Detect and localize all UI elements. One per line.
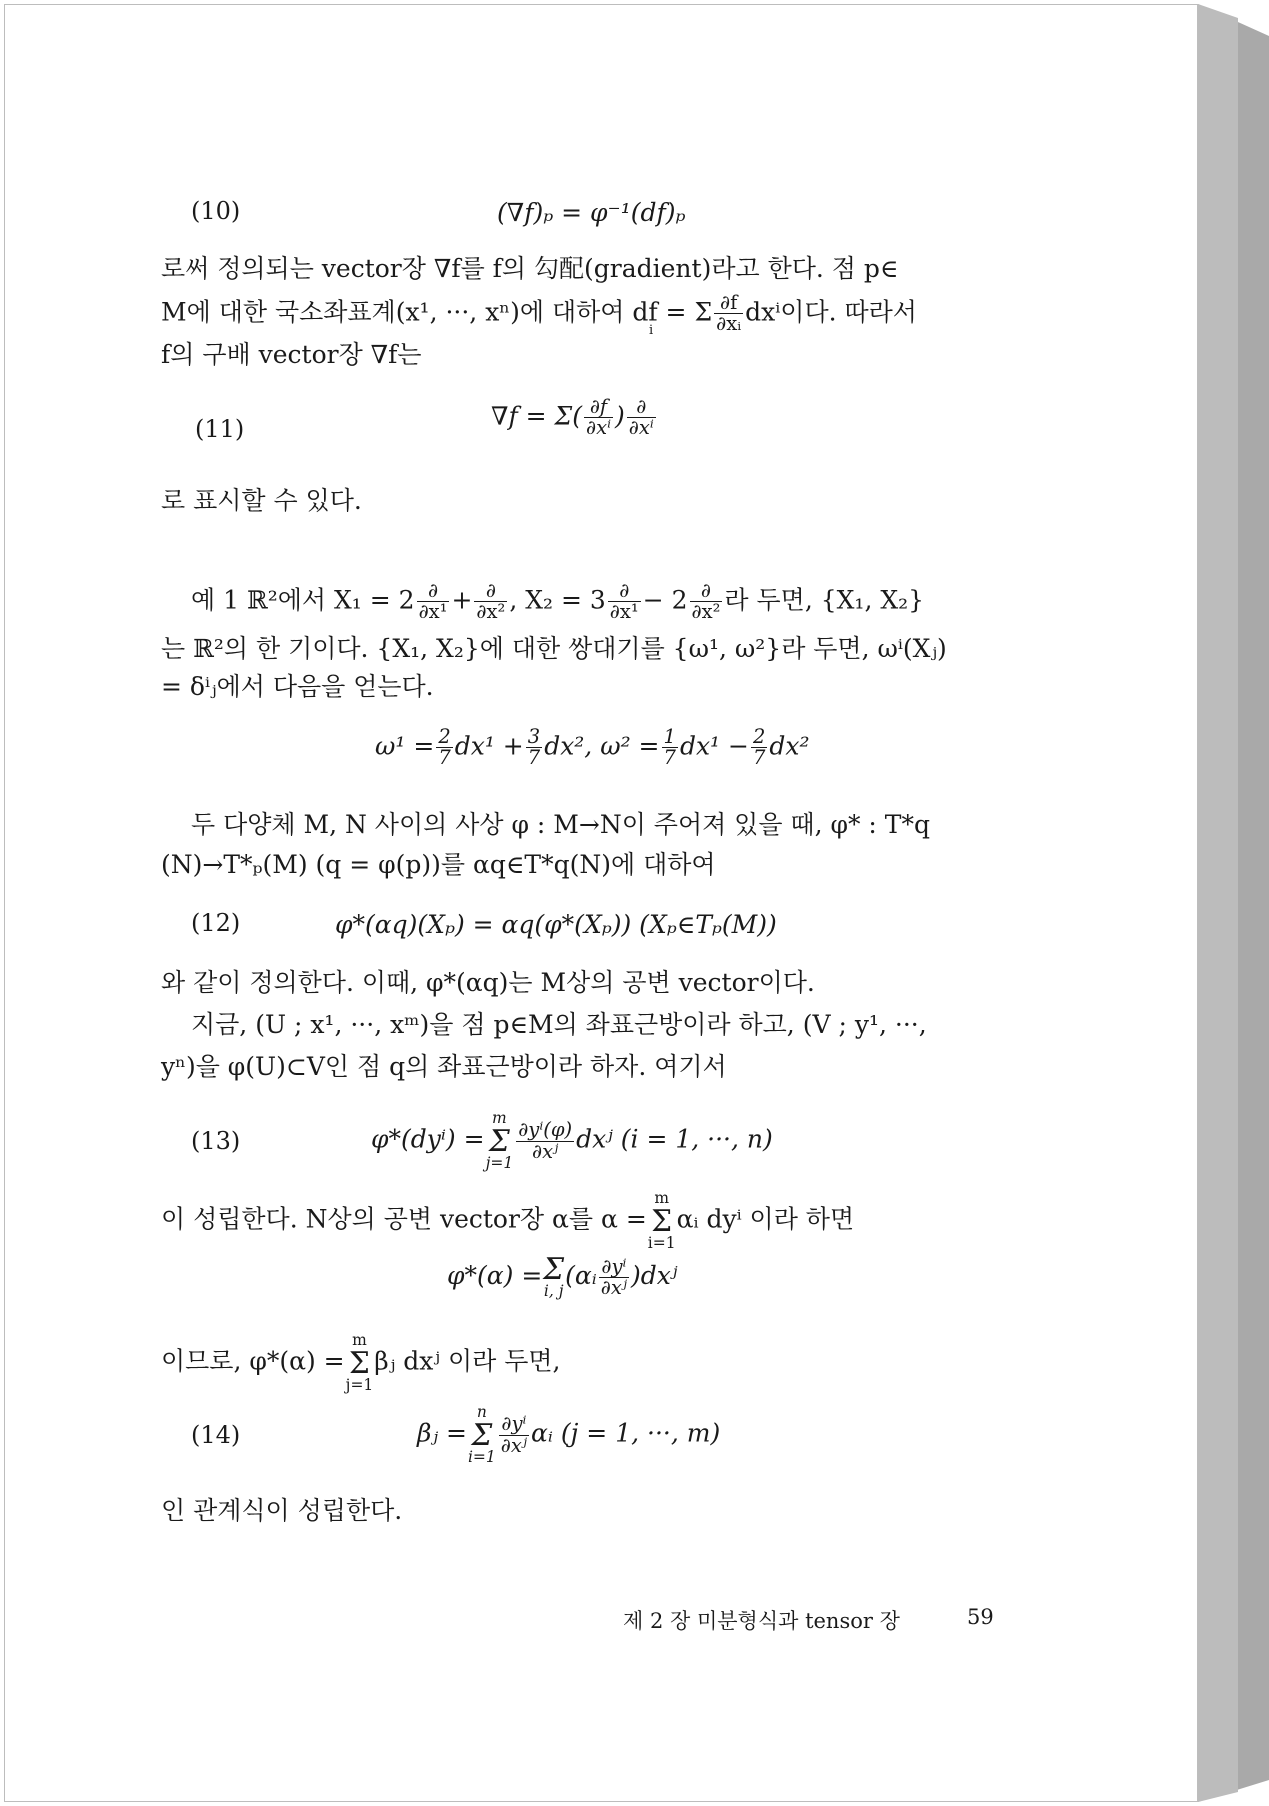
- sum-lower-limit: i=1: [647, 1233, 676, 1252]
- summation-sign: [486, 1111, 514, 1171]
- paragraph-1-line-3: f의 구배 vector장 ∇f는: [161, 340, 422, 369]
- fraction-numerator: ∂: [608, 581, 641, 602]
- text-segment: dxʲ (i = 1, ···, n): [576, 1124, 773, 1154]
- text-segment: 이므로, φ*(α) =: [161, 1346, 345, 1376]
- fraction-denominator: ∂x¹: [609, 600, 639, 624]
- equation-number-11: (11): [195, 415, 245, 443]
- fraction-denominator: ∂xᵢ: [716, 312, 742, 336]
- paragraph-1-line-1: 로써 정의되는 vector장 ∇f를 f의 勾配(gradient)라고 한다. 점 p∈: [161, 254, 899, 283]
- fraction-numerator: ∂: [417, 581, 450, 602]
- summation-sign: [346, 1333, 374, 1393]
- text-segment: φ*(dyⁱ) =: [371, 1124, 485, 1154]
- fraction-numerator: 1: [663, 725, 676, 748]
- fraction-denominator: ∂xⁱ: [585, 416, 611, 440]
- text-segment: , X₂ = 3: [509, 585, 606, 615]
- text-segment: − 2: [642, 585, 688, 615]
- fraction-numerator: 2: [752, 725, 766, 748]
- text-segment: dx¹ −: [679, 731, 749, 761]
- sum-lower-limit: j=1: [345, 1375, 374, 1394]
- text-segment: ): [615, 401, 625, 431]
- fraction: [474, 581, 507, 623]
- equation-11: [491, 397, 658, 439]
- text-segment: ω¹ =: [375, 731, 435, 761]
- sigma-symbol: Σ: [471, 1417, 493, 1452]
- sigma-symbol: Σ: [488, 1123, 510, 1158]
- fraction-numerator: ∂f: [584, 397, 613, 418]
- fraction-denominator: 7: [752, 746, 766, 770]
- fraction: [751, 727, 767, 769]
- fraction-denominator: 7: [663, 746, 676, 770]
- fraction: [499, 1414, 529, 1456]
- text-segment: βⱼ dxʲ 이라 두면,: [374, 1346, 561, 1376]
- fraction-numerator: ∂: [690, 581, 723, 602]
- fraction: [436, 727, 452, 769]
- text-segment: dx², ω² =: [544, 731, 660, 761]
- sum-subscript: i: [649, 323, 654, 338]
- sum-lower-limit: i=1: [467, 1447, 496, 1466]
- text-segment: )dxʲ: [631, 1260, 678, 1290]
- sigma-symbol: Σ: [651, 1203, 673, 1238]
- omega-equation: [375, 727, 810, 769]
- fraction: [608, 581, 641, 623]
- fraction: [417, 581, 450, 623]
- fraction-numerator: ∂yⁱ: [599, 1257, 629, 1278]
- summation-sign: [648, 1191, 676, 1251]
- sigma-symbol: Σ: [349, 1345, 370, 1380]
- text-segment: φ*(α) =: [447, 1260, 543, 1290]
- text-segment: βⱼ =: [417, 1418, 467, 1448]
- fraction: [714, 293, 743, 335]
- fraction-denominator: ∂xʲ: [532, 1139, 559, 1163]
- fraction: [690, 581, 723, 623]
- fraction-denominator: ∂xʲ: [500, 1433, 527, 1457]
- fraction: [599, 1254, 629, 1299]
- text-segment: αᵢ (j = 1, ···, m): [531, 1418, 721, 1448]
- paragraph-2: 로 표시할 수 있다.: [161, 486, 362, 515]
- example-1-line-1: [191, 581, 924, 623]
- paragraph-3-line-1: 두 다양체 M, N 사이의 사상 φ : M→N이 주어져 있을 때, φ* : T*q: [191, 810, 930, 839]
- phi-alpha-equation: [447, 1252, 678, 1301]
- text-segment: dx²: [769, 731, 810, 761]
- text-segment: +: [451, 585, 473, 615]
- fraction: [627, 397, 656, 439]
- fraction-numerator: ∂f: [714, 293, 743, 314]
- text-segment: dxⁱ이다. 따라서: [745, 297, 917, 327]
- fraction-numerator: ∂: [627, 397, 656, 418]
- fraction: [526, 727, 542, 769]
- sigma-symbol: Σ: [543, 1252, 565, 1286]
- fraction: [662, 727, 678, 769]
- running-footer-chapter: 제 2 장 미분형식과 tensor 장: [623, 1609, 900, 1633]
- sum-upper-limit: m: [352, 1331, 367, 1349]
- text-segment: M에 대한 국소좌표계(x¹, ···, xⁿ)에 대하여 df = Σ: [161, 297, 713, 327]
- fraction-denominator: 7: [527, 746, 541, 770]
- equation-number-14: (14): [191, 1421, 241, 1449]
- book-page: [4, 4, 1198, 1802]
- fraction-denominator: 7: [438, 746, 451, 770]
- equation-14: [417, 1405, 720, 1465]
- fraction-denominator: ∂x¹: [418, 600, 448, 624]
- text-segment: 이 성립한다. N상의 공변 vector장 α를 α =: [161, 1204, 647, 1234]
- sum-upper-limit: n: [476, 1403, 487, 1421]
- fraction: [584, 397, 613, 439]
- text-segment: αᵢ dyⁱ 이라 하면: [676, 1204, 855, 1234]
- paragraph-7: 인 관계식이 성립한다.: [161, 1496, 403, 1525]
- equation-number-13: (13): [191, 1127, 241, 1155]
- fraction-denominator: ∂xʲ: [600, 1275, 628, 1299]
- paragraph-6: [161, 1333, 560, 1393]
- page-number: 59: [967, 1605, 994, 1629]
- paragraph-4-line-2: 지금, (U ; x¹, ···, xᵐ)을 점 p∈M의 좌표근방이라 하고, (V ; y¹, ···,: [191, 1010, 927, 1039]
- sum-upper-limit: m: [654, 1189, 670, 1207]
- fraction-denominator: ∂x²: [691, 600, 721, 624]
- text-segment: dx¹ +: [454, 731, 524, 761]
- fraction: [516, 1120, 574, 1162]
- fraction-numerator: 2: [438, 725, 451, 748]
- text-segment: 예 1 ℝ²에서 X₁ = 2: [191, 585, 415, 615]
- fraction-denominator: ∂x²: [476, 600, 506, 624]
- example-1-line-3: = δⁱⱼ에서 다음을 얻는다.: [161, 672, 434, 701]
- summation-sign: [543, 1252, 565, 1301]
- fraction-numerator: 3: [527, 725, 541, 748]
- example-1-line-2: 는 ℝ²의 한 기이다. {X₁, X₂}에 대한 쌍대기를 {ω¹, ω²}라 두면, ωⁱ(Xⱼ): [161, 634, 947, 663]
- fraction-numerator: ∂yⁱ(φ): [518, 1118, 573, 1142]
- page-edge-shadow: [1198, 0, 1269, 1806]
- paragraph-4-line-1: 와 같이 정의한다. 이때, φ*(αq)는 M상의 공변 vector이다.: [161, 968, 815, 997]
- text-segment: 라 두면, {X₁, X₂}: [724, 585, 925, 615]
- sum-lower-limit: j=1: [485, 1153, 514, 1172]
- paragraph-5: [161, 1191, 854, 1251]
- equation-12: φ*(αq)(Xₚ) = αq(φ*(Xₚ)) (Xₚ∈Tₚ(M)): [335, 910, 777, 939]
- fraction-denominator: ∂xⁱ: [628, 416, 654, 440]
- equation-number-10: (10): [191, 197, 241, 225]
- sum-upper-limit: m: [492, 1109, 507, 1127]
- text-segment: ∇f = Σ(: [491, 401, 582, 431]
- equation-10: (∇f)ₚ = φ⁻¹(df)ₚ: [497, 198, 686, 227]
- equation-number-12: (12): [191, 909, 241, 937]
- paragraph-3-line-2: (N)→T*ₚ(M) (q = φ(p))를 αq∈T*q(N)에 대하여: [161, 850, 716, 879]
- paragraph-4-line-3: yⁿ)을 φ(U)⊂V인 점 q의 좌표근방이라 하자. 여기서: [161, 1052, 727, 1081]
- paragraph-1-line-2: [161, 293, 917, 335]
- sum-lower-limit: i, j: [543, 1282, 564, 1301]
- summation-sign: [468, 1405, 496, 1465]
- fraction-numerator: ∂yⁱ: [499, 1414, 529, 1435]
- text-segment: (αᵢ: [565, 1260, 597, 1290]
- fraction-numerator: ∂: [474, 581, 507, 602]
- equation-13: [371, 1111, 773, 1171]
